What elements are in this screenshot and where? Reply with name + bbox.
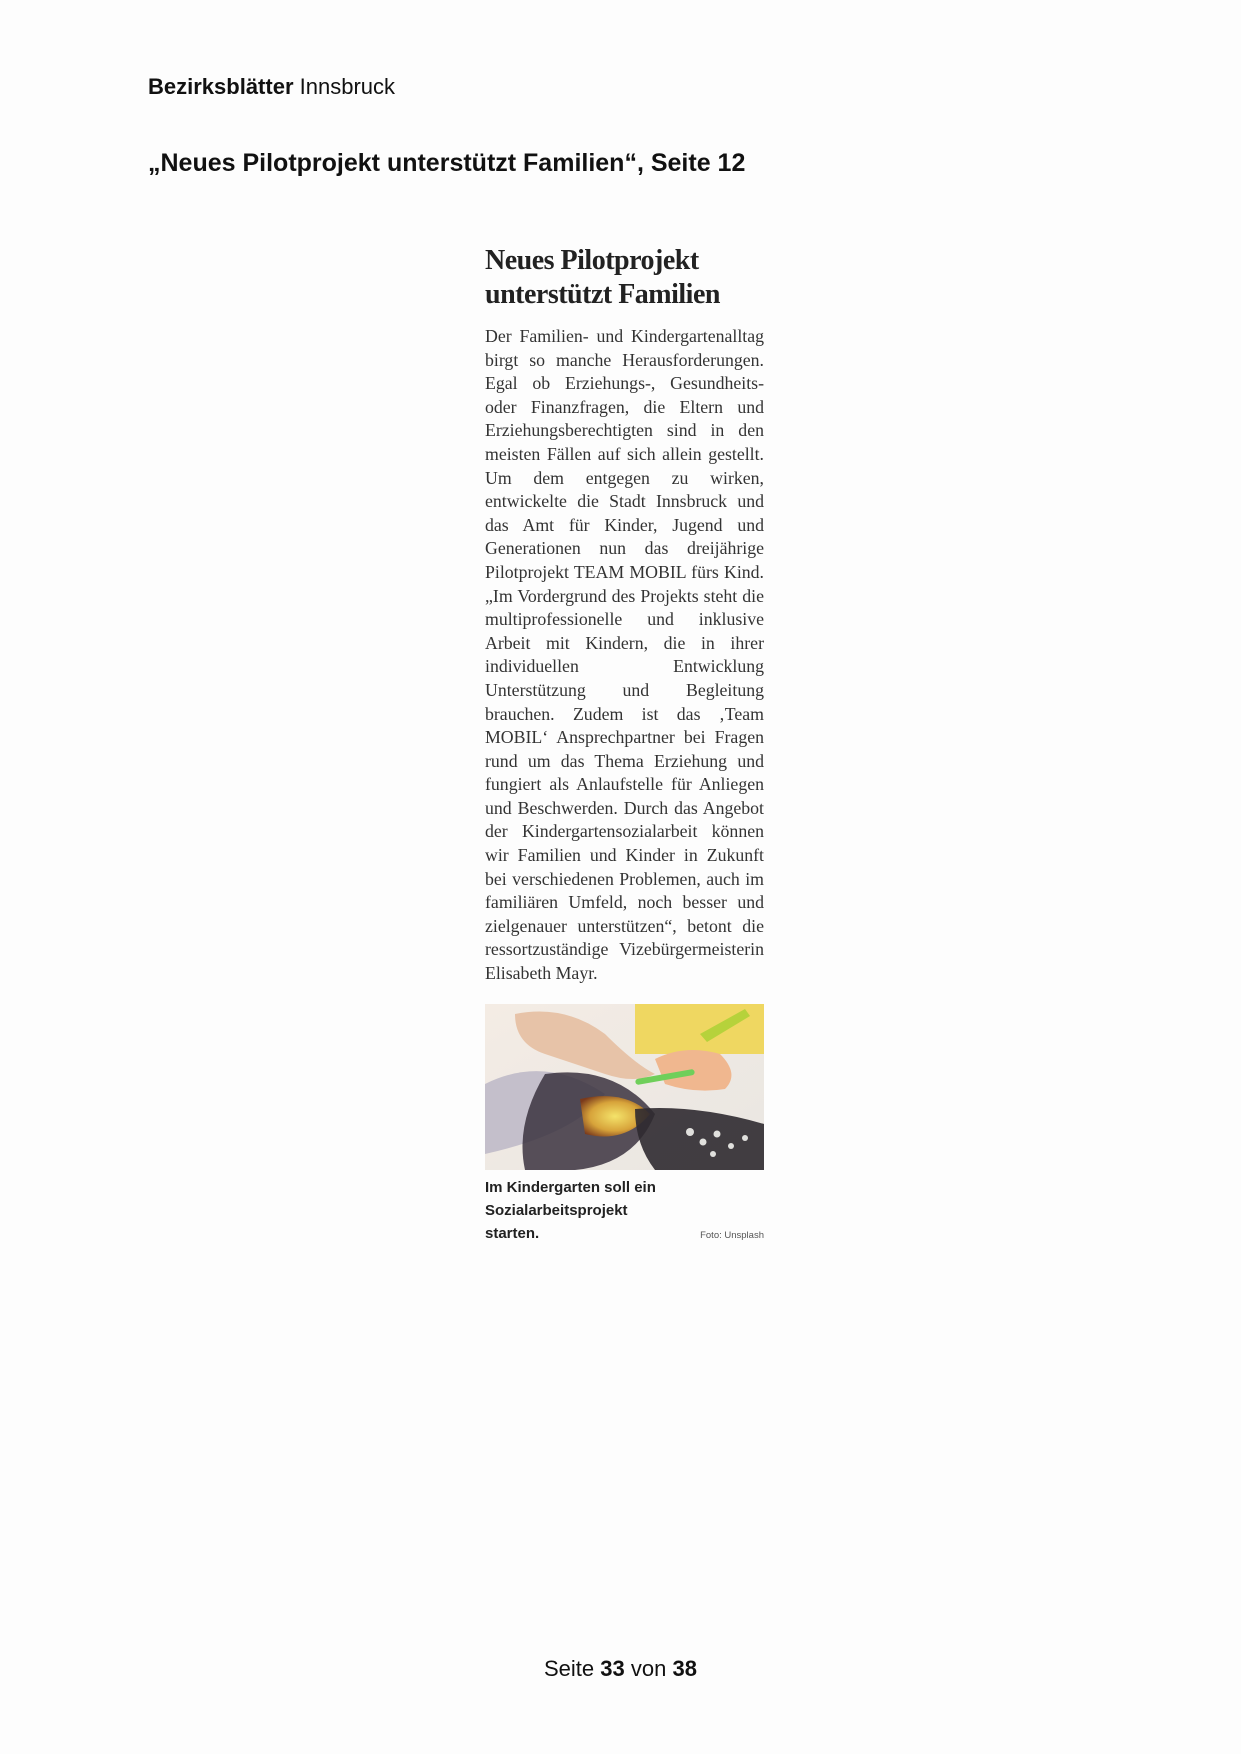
article-photo bbox=[485, 1004, 764, 1170]
publication-name: Bezirksblätter bbox=[148, 74, 294, 99]
page-separator: von bbox=[630, 1656, 667, 1681]
headline-line-2: unterstützt Familien bbox=[485, 279, 720, 310]
page-label: Seite bbox=[544, 1656, 595, 1681]
current-page-number: 33 bbox=[600, 1656, 625, 1681]
page-footer bbox=[0, 1656, 1241, 1682]
article-body: Der Familien- und Kindergartenalltag birgt so manche Herausforderungen. Egal ob Erziehungs-, Gesundheits- oder Finanzfragen, die Eltern und Erziehungsberechtigten sind in den meisten Fällen auf sich allein gestellt. Um dem entgegen zu wirken, entwickelte die Stadt Innsbruck und das Amt für Kinder, Jugend und Generationen nun das dreijährige Pilotprojekt TEAM MOBIL fürs Kind. „Im Vordergrund des Projekts steht die multiprofessionelle und inklusive Arbeit mit Kindern, die in ihrer individuellen Entwicklung Unterstützung und Begleitung brauchen. Zudem ist das ‚Team MOBIL‘ Ansprechpartner bei Fragen rund um das Thema Erziehung und fungiert als Anlaufstelle für Anliegen und Beschwerden. Durch das Angebot der Kindergartensozialarbeit können wir Familien und Kinder in Zukunft bei verschiedenen Problemen, auch im familiären Umfeld, noch besser und zielgenauer unterstützen“, betont die ressortzuständige Vizebürgermeisterin Elisabeth Mayr. bbox=[485, 326, 764, 984]
photo-caption: Im Kindergarten soll ein Sozialarbeitsprojekt starten. bbox=[485, 1178, 656, 1242]
document-title: „Neues Pilotprojekt unterstützt Familien“, Seite 12 bbox=[148, 149, 746, 177]
photo-credit: Foto: Unsplash bbox=[700, 1229, 764, 1241]
source-line bbox=[148, 74, 395, 100]
photo-caption-row bbox=[485, 1176, 764, 1245]
total-pages-number: 38 bbox=[672, 1656, 697, 1681]
headline-line-1: Neues Pilotprojekt bbox=[485, 245, 699, 276]
publication-region: Innsbruck bbox=[299, 74, 396, 99]
article-headline bbox=[485, 244, 764, 312]
newspaper-clipping bbox=[485, 244, 764, 1245]
